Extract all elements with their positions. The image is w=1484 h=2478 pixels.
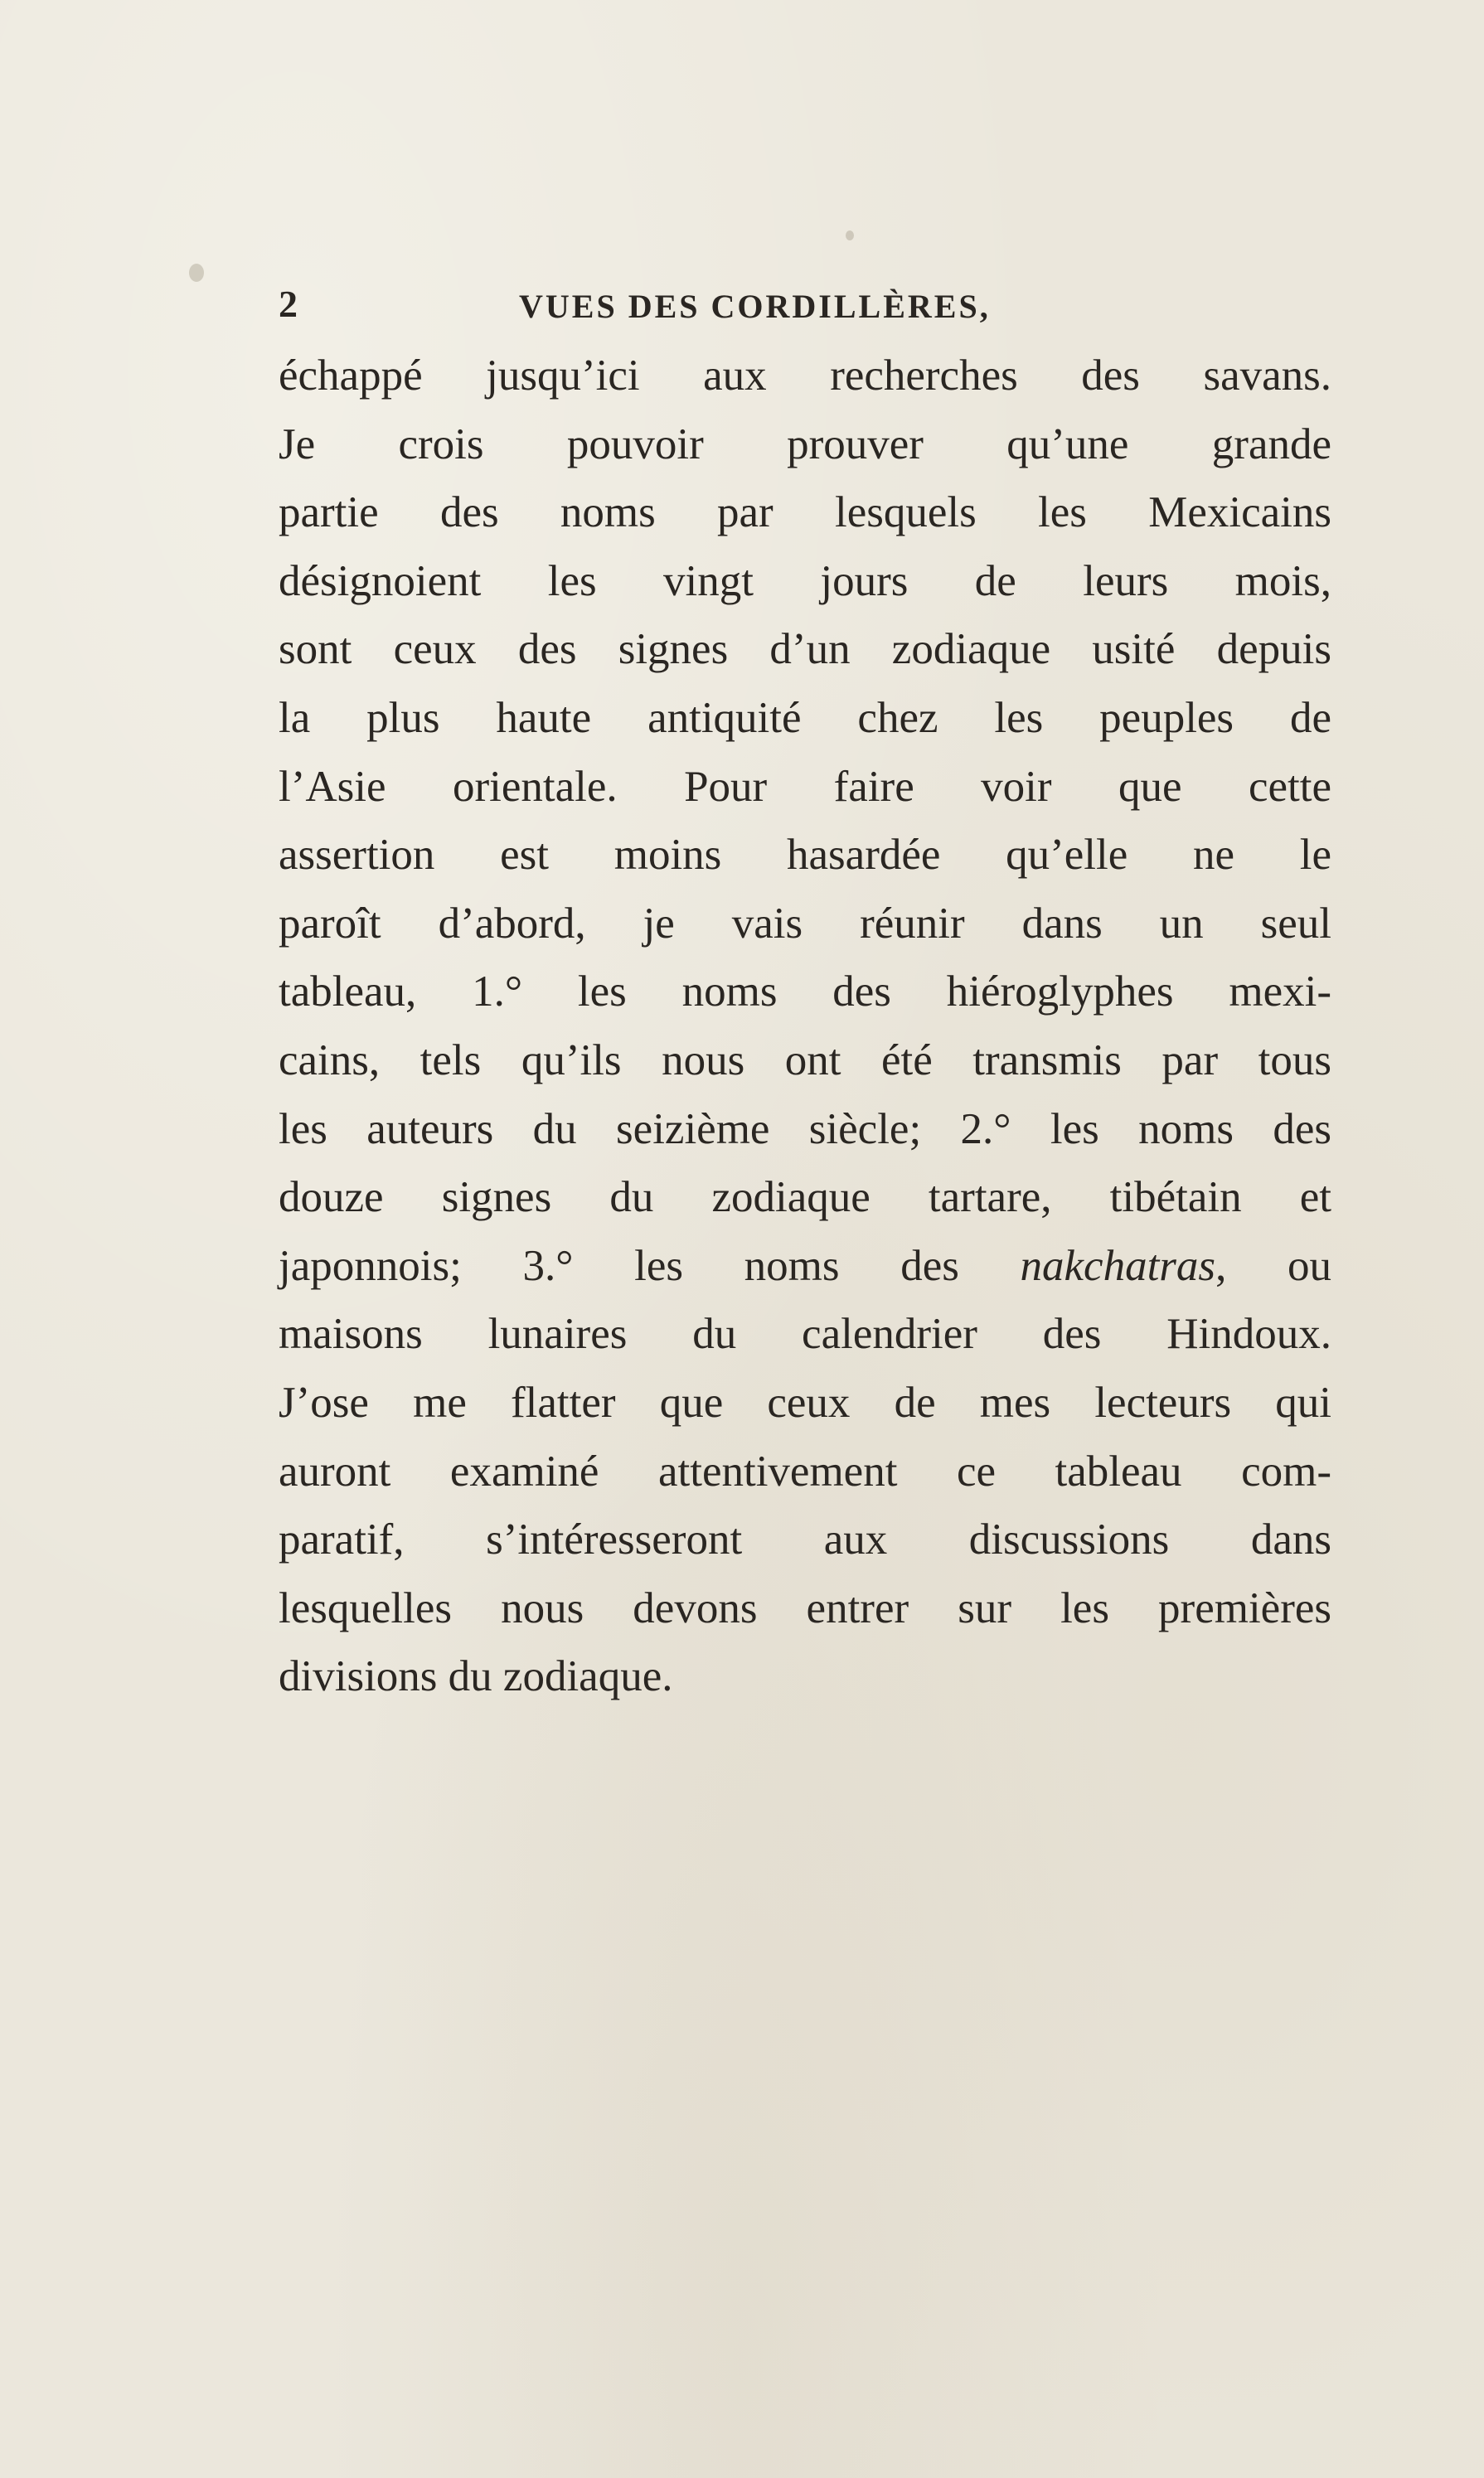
text-line: auront examiné attentivement ce tableau com- <box>279 1447 1331 1496</box>
text-line: tableau, 1.° les noms des hiéroglyphes mexi- <box>279 967 1331 1016</box>
paper-spot <box>189 264 204 282</box>
text-line: les auteurs du seizième siècle; 2.° les noms des <box>279 1104 1331 1153</box>
text-line: Je crois pouvoir prouver qu’une grande <box>279 419 1331 468</box>
page-number: 2 <box>279 283 298 325</box>
text-line: la plus haute antiquité chez les peuples de <box>279 693 1331 742</box>
text-line: assertion est moins hasardée qu’elle ne le <box>279 831 1331 880</box>
text-line: désignoient les vingt jours de leurs mois, <box>279 556 1331 605</box>
text-line: douze signes du zodiaque tartare, tibétain et <box>279 1173 1331 1222</box>
paper-spot <box>846 230 854 240</box>
text-line: paratif, s’intéresseront aux discussions dans <box>279 1515 1331 1564</box>
text-segment: , ou <box>1215 1241 1331 1290</box>
text-line: J’ose me flatter que ceux de mes lecteurs qui <box>279 1378 1331 1427</box>
text-line: échappé jusqu’ici aux recherches des savans. <box>279 352 1331 400</box>
text-line: cains, tels qu’ils nous ont été transmis par tous <box>279 1035 1331 1084</box>
text-line <box>279 1232 1331 1301</box>
text-line: paroît d’abord, je vais réunir dans un seul <box>279 899 1331 948</box>
page-header <box>279 282 1074 340</box>
text-line: sont ceux des signes d’un zodiaque usité depuis <box>279 625 1331 674</box>
text-line: divisions du zodiaque. <box>279 1652 673 1701</box>
text-line: lesquelles nous devons entrer sur les premières <box>279 1583 1331 1632</box>
text-line: partie des noms par lesquels les Mexicains <box>279 488 1331 537</box>
text-line: maisons lunaires du calendrier des Hindoux. <box>279 1310 1331 1359</box>
italic-term: nakchatras <box>1020 1241 1216 1290</box>
text-segment: japonnois; 3.° les noms des <box>279 1241 1021 1290</box>
body-text <box>279 342 1331 1711</box>
text-line: l’Asie orientale. Pour faire voir que cette <box>279 762 1331 811</box>
running-title: VUES DES CORDILLÈRES, <box>519 288 991 325</box>
